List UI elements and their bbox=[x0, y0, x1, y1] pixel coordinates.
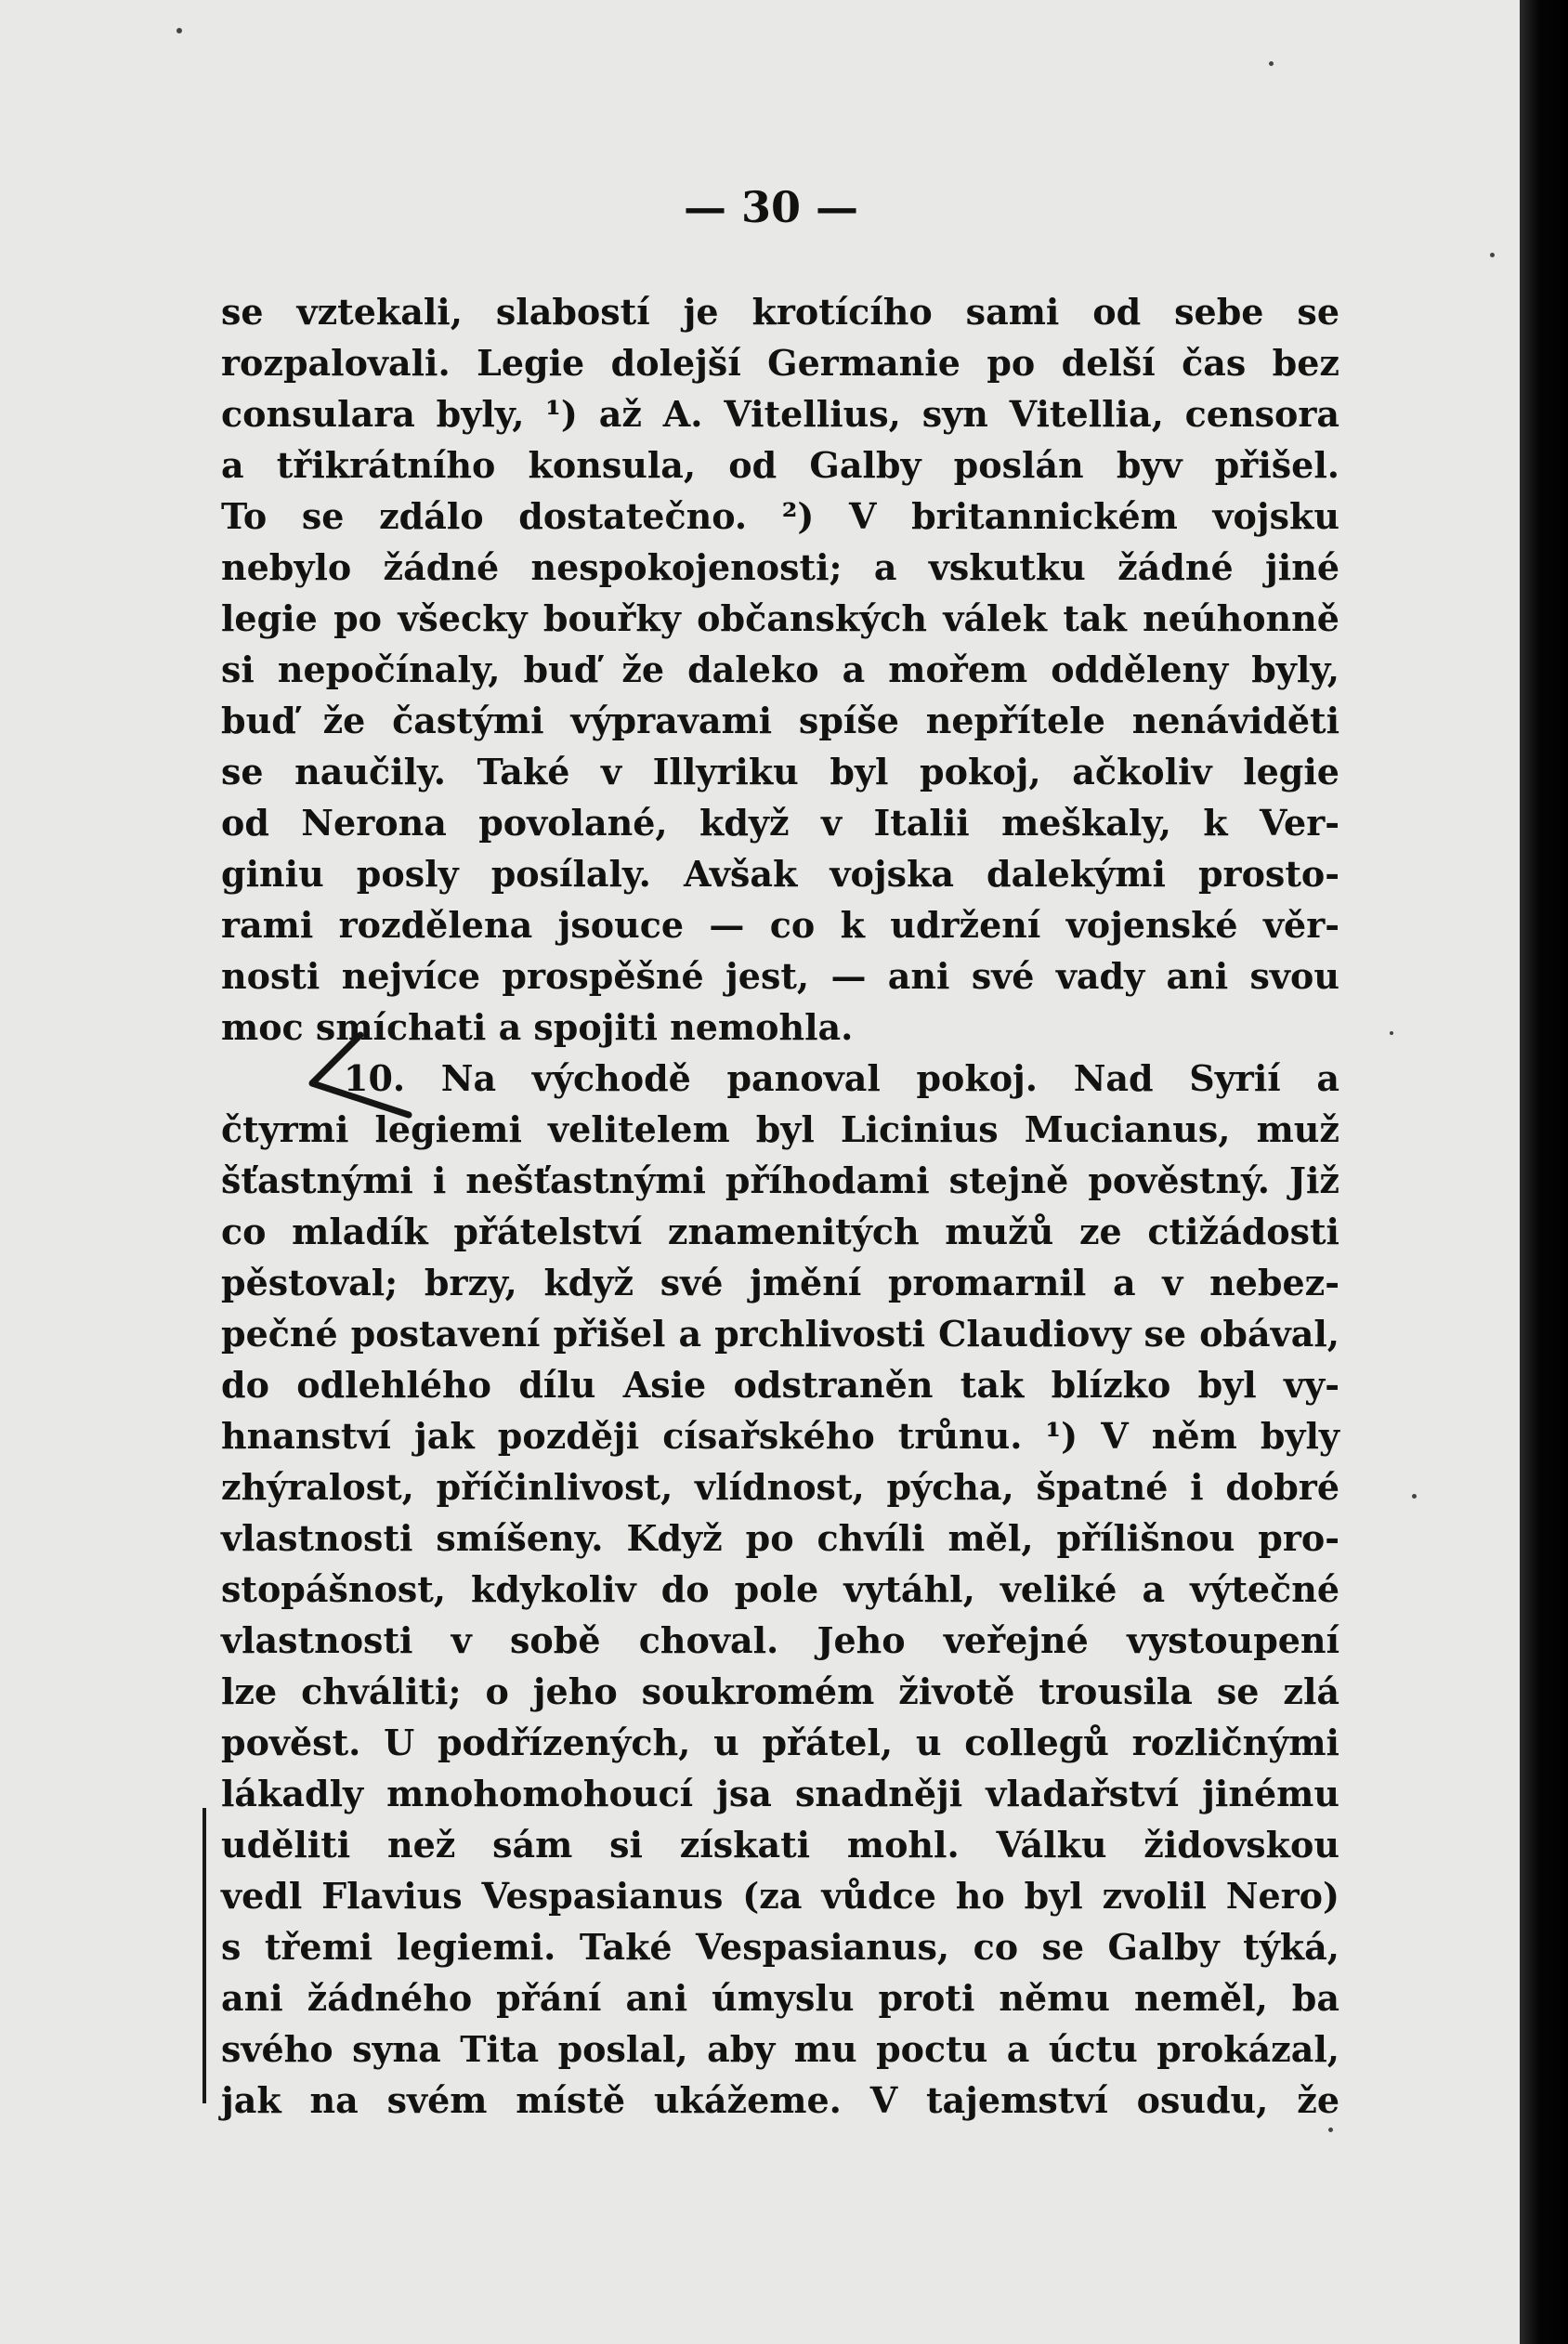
text-line: lákadly mnohomohoucí jsa snadněji vladařství jinému bbox=[221, 1773, 1339, 1814]
text-line: pověst. U podřízených, u přátel, u collegů rozličnými bbox=[221, 1722, 1339, 1763]
text-line: šťastnými i nešťastnými příhodami stejně pověstný. Již bbox=[221, 1159, 1339, 1201]
text-line: moc smíchati a spojiti nemohla. bbox=[221, 1006, 854, 1048]
text-line: nebylo žádné nespokojenosti; a vskutku žádné jiné bbox=[221, 546, 1339, 588]
text-line: ani žádného přání ani úmyslu proti němu neměl, ba bbox=[221, 1977, 1339, 2019]
text-line: zhýralost, příčinlivost, vlídnost, pýcha, špatné i dobré bbox=[221, 1466, 1339, 1508]
page-number: — 30 — bbox=[683, 182, 859, 232]
text-line: vlastnosti v sobě choval. Jeho veřejné vystoupení bbox=[221, 1619, 1339, 1661]
text-line: rami rozdělena jsouce — co k udržení vojenské věr- bbox=[221, 904, 1339, 946]
paper-speck bbox=[1490, 253, 1495, 257]
text-line: do odlehlého dílu Asie odstraněn tak blízko byl vy- bbox=[221, 1364, 1339, 1406]
text-line: se vztekali, slabostí je krotícího sami od sebe se bbox=[221, 291, 1339, 333]
pencil-mark-icon bbox=[305, 1029, 416, 1122]
text-line: jak na svém místě ukážeme. V tajemství osudu, že bbox=[221, 2079, 1339, 2121]
text-line: To se zdálo dostatečno. ²) V britannickém vojsku bbox=[221, 495, 1339, 537]
margin-rule bbox=[203, 1808, 206, 2103]
text-line: buď že častými výpravami spíše nepřítele nenáviděti bbox=[221, 700, 1339, 741]
text-line: s třemi legiemi. Také Vespasianus, co se Galby týká, bbox=[221, 1926, 1339, 1968]
text-line: a třikrátního konsula, od Galby poslán byv přišel. bbox=[221, 444, 1339, 486]
text-line: se naučily. Také v Illyriku byl pokoj, ačkoliv legie bbox=[221, 751, 1339, 792]
body-text bbox=[221, 286, 1339, 2126]
paper-speck bbox=[1328, 2128, 1333, 2132]
text-line: vedl Flavius Vespasianus (za vůdce ho byl zvolil Nero) bbox=[221, 1875, 1339, 1917]
text-line: hnanství jak později císařského trůnu. ¹) V něm byly bbox=[221, 1415, 1339, 1457]
text-line: stopášnost, kdykoliv do pole vytáhl, veliké a výtečné bbox=[221, 1568, 1339, 1610]
paper-speck bbox=[1390, 1031, 1393, 1035]
text-line: si nepočínaly, buď že daleko a mořem odděleny byly, bbox=[221, 648, 1339, 690]
text-line: lze chváliti; o jeho soukromém životě trousila se zlá bbox=[221, 1670, 1339, 1712]
section-start-line: 10. Na východě panoval pokoj. Nad Syrií a bbox=[344, 1057, 1339, 1099]
text-line: pečné postavení přišel a prchlivosti Claudiovy se obával, bbox=[221, 1313, 1339, 1355]
text-line: co mladík přátelství znamenitých mužů ze ctižádosti bbox=[221, 1211, 1339, 1252]
text-line: pěstoval; brzy, když své jmění promarnil a v nebez- bbox=[221, 1262, 1339, 1303]
text-line: uděliti než sám si získati mohl. Válku židovskou bbox=[221, 1824, 1339, 1866]
text-line: rozpalovali. Legie dolejší Germanie po delší čas bez bbox=[221, 342, 1339, 384]
paper-speck bbox=[176, 28, 182, 33]
text-line: od Nerona povolané, když v Italii meškaly, k Ver- bbox=[221, 802, 1339, 844]
paper-speck bbox=[1412, 1494, 1417, 1499]
text-line: svého syna Tita poslal, aby mu poctu a úctu prokázal, bbox=[221, 2028, 1339, 2070]
text-line: vlastnosti smíšeny. Když po chvíli měl, přílišnou pro- bbox=[221, 1517, 1339, 1559]
text-line: giniu posly posílaly. Avšak vojska dalekými prosto- bbox=[221, 853, 1339, 895]
binding-edge bbox=[1520, 0, 1568, 2344]
text-line: nosti nejvíce prospěšné jest, — ani své vady ani svou bbox=[221, 955, 1339, 997]
paper-speck bbox=[1269, 61, 1274, 66]
text-line: consulara byly, ¹) až A. Vitellius, syn Vitellia, censora bbox=[221, 393, 1339, 435]
text-line: čtyrmi legiemi velitelem byl Licinius Mucianus, muž bbox=[221, 1108, 1339, 1150]
text-line: legie po všecky bouřky občanských válek tak neúhonně bbox=[221, 597, 1339, 639]
